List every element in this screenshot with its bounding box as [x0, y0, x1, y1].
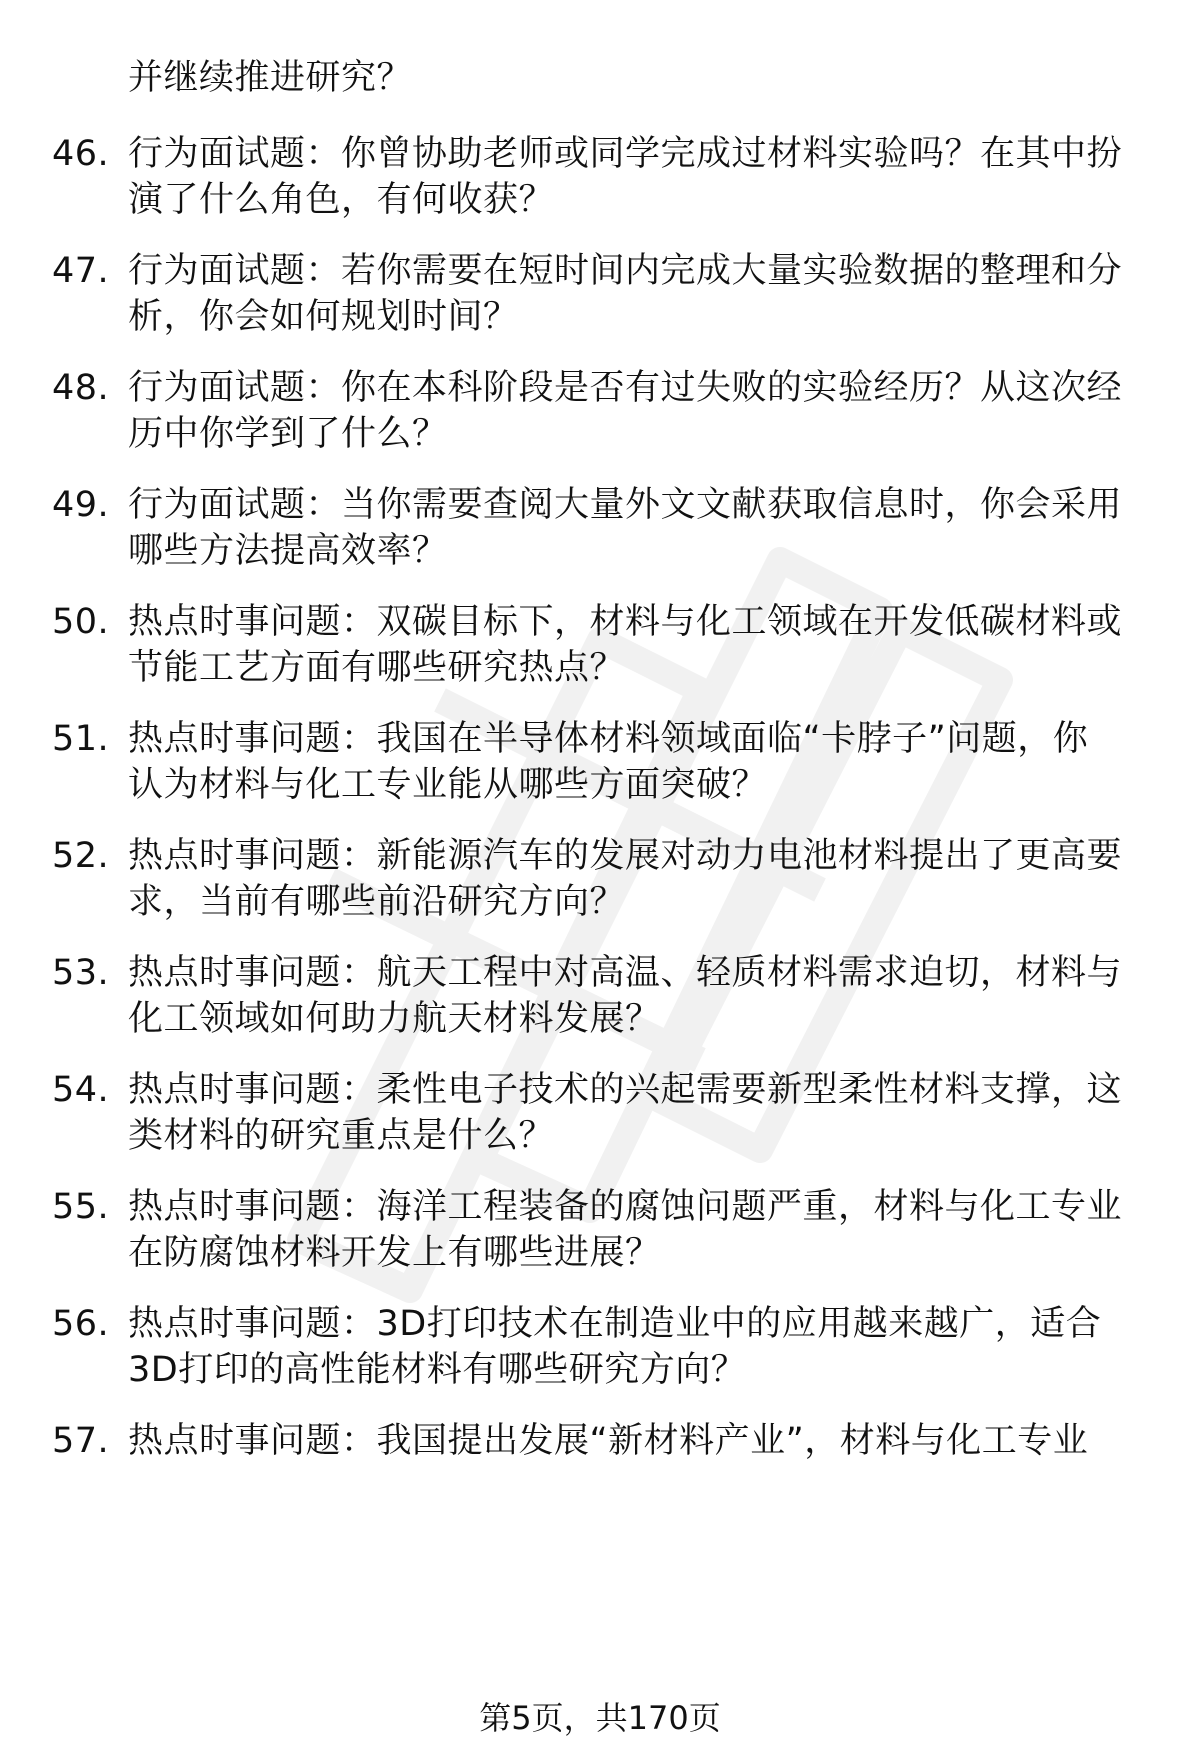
item-text-line2: 历中你学到了什么？ — [128, 414, 448, 454]
item-number: 57. — [52, 1421, 110, 1461]
item-number: 53. — [52, 953, 110, 993]
item-text-line1: 热点时事问题：我国在半导体材料领域面临“卡脖子”问题，你 — [128, 719, 1089, 759]
item-text-line2: 化工领域如何助力航天材料发展？ — [128, 999, 661, 1039]
item-text-line1: 热点时事问题：新能源汽车的发展对动力电池材料提出了更高要 — [128, 836, 1123, 876]
item-number: 46. — [52, 134, 110, 174]
item-text-line2: 类材料的研究重点是什么？ — [128, 1116, 555, 1156]
item-number: 51. — [52, 719, 110, 759]
item-number: 56. — [52, 1304, 110, 1344]
item-text-line1: 热点时事问题：柔性电子技术的兴起需要新型柔性材料支撑，这 — [128, 1070, 1123, 1110]
page-footer: 第5页，共170页 — [479, 1699, 721, 1737]
item-text-line2: 演了什么角色，有何收获？ — [128, 180, 555, 220]
item-text-line1: 热点时事问题：双碳目标下，材料与化工领域在开发低碳材料或 — [128, 602, 1123, 642]
item-text-line2: 求，当前有哪些前沿研究方向？ — [128, 882, 626, 922]
item-text-line2: 析，你会如何规划时间？ — [128, 297, 519, 337]
item-text-line1: 热点时事问题：海洋工程装备的腐蚀问题严重，材料与化工专业 — [128, 1187, 1123, 1227]
item-number: 50. — [52, 602, 110, 642]
item-text-line1: 行为面试题：你曾协助老师或同学完成过材料实验吗？在其中扮 — [128, 134, 1123, 174]
item-text-line1: 行为面试题：当你需要查阅大量外文文献获取信息时，你会采用 — [128, 485, 1123, 525]
item-text-line1: 热点时事问题：我国提出发展“新材料产业”，材料与化工专业 — [128, 1421, 1089, 1461]
item-text-line2: 节能工艺方面有哪些研究热点？ — [128, 648, 626, 688]
item-text-line1: 热点时事问题：航天工程中对高温、轻质材料需求迫切，材料与 — [128, 953, 1123, 993]
item-text-line2: 3D打印的高性能材料有哪些研究方向？ — [128, 1350, 747, 1390]
item-number: 48. — [52, 368, 110, 408]
item-text-line2: 哪些方法提高效率？ — [128, 531, 448, 571]
item-number: 52. — [52, 836, 110, 876]
item-text-line2: 在防腐蚀材料开发上有哪些进展？ — [128, 1233, 661, 1273]
item-number: 55. — [52, 1187, 110, 1227]
item-text-line2: 认为材料与化工专业能从哪些方面突破？ — [128, 765, 768, 805]
item-text-line1: 热点时事问题：3D打印技术在制造业中的应用越来越广，适合 — [128, 1304, 1102, 1344]
item-text-line1: 行为面试题：若你需要在短时间内完成大量实验数据的整理和分 — [128, 251, 1123, 291]
continuation-text: 并继续推进研究？ — [128, 58, 413, 98]
item-text-line1: 行为面试题：你在本科阶段是否有过失败的实验经历？从这次经 — [128, 368, 1123, 408]
item-number: 49. — [52, 485, 110, 525]
item-number: 54. — [52, 1070, 110, 1110]
item-number: 47. — [52, 251, 110, 291]
